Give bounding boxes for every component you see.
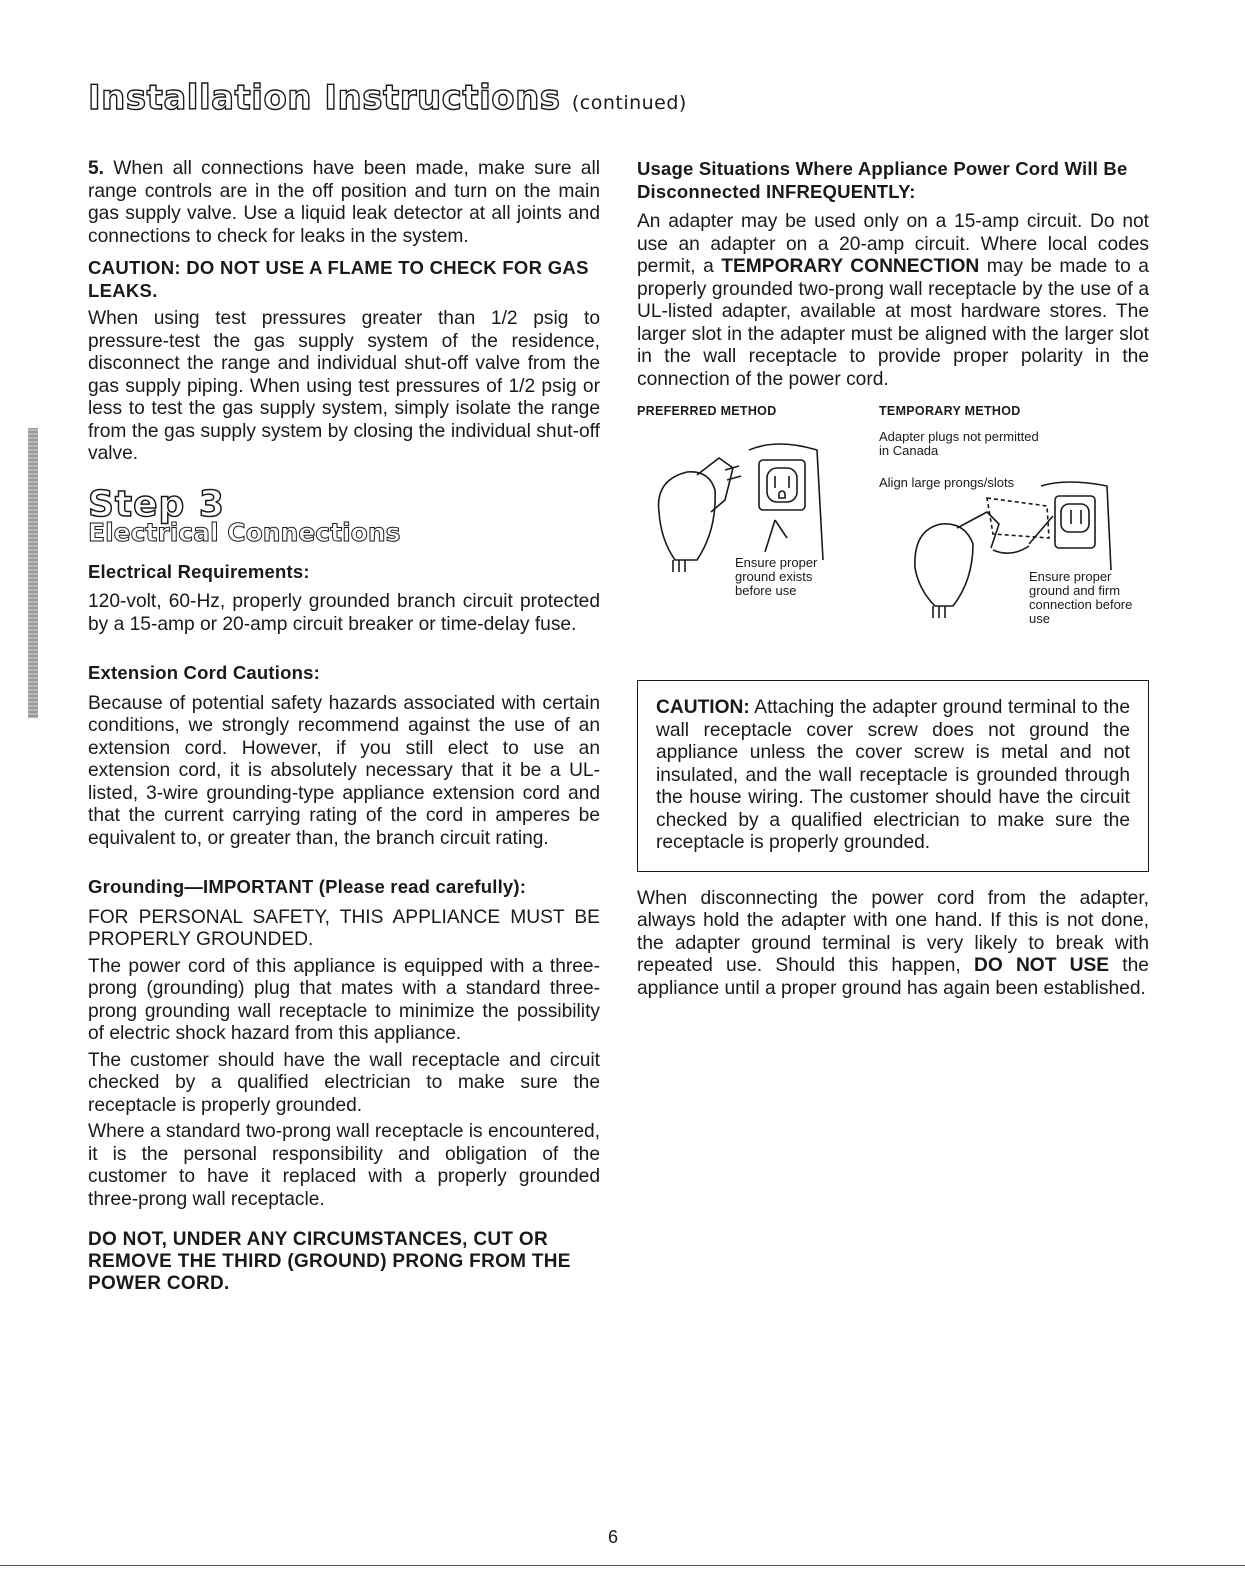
step-label: Step 3 [88,483,225,525]
temporary-method-note: Ensure proper ground and firm connection before use [1029,569,1133,626]
disconnect-text-1: When disconnecting the power cord from the adapter, always hold the adapter with one hand. If this is not done, the adapter ground terminal is very likely to break with repeated use. Should this happen, [637,887,1149,976]
preferred-method-note: Ensure proper ground exists before use [735,555,818,598]
right-column [637,158,1149,1009]
canada-note: Adapter plugs not permitted in Canada [879,429,1039,458]
disconnect-text-2: the appliance until a proper ground has again been established. [637,955,1149,999]
adapter-caution-text: Attaching the adapter ground terminal to the wall receptacle cover screw does not ground the appliance unless the cover screw is metal and not insulated, and the wall receptacle is grounded through the house wiring. The customer should have the circuit checked by a qualified electrician to make sure the receptacle is properly grounded. [656,697,1130,853]
adapter-caution-lead: CAUTION: [656,697,750,718]
do-not-use-emphasis: DO NOT USE [973,955,1110,976]
temporary-connection-emphasis: TEMPORARY CONNECTION [721,256,980,277]
grounding-methods-figure [637,400,1149,680]
gas-leak-caution: CAUTION: DO NOT USE A FLAME TO CHECK FOR GAS LEAKS. [88,257,589,301]
bottom-rule [0,1565,1245,1566]
step-5-paragraph [88,158,600,248]
page-number: 6 [608,1527,619,1547]
step-5-number: 5. [88,158,105,179]
align-prongs-note: Align large prongs/slots [879,475,1015,490]
grounding-paragraph-1: The power cord of this appliance is equipped with a three-prong (grounding) plug that mates with a standard three-prong grounding wall receptacle to minimize the possibility of electric shock hazard from this appliance. [88,955,600,1044]
adapter-usage-text-1: An adapter may be used only on a 15-amp circuit. Do not use an adapter on a 20-amp circuit. Where local codes permit, a [637,211,1149,277]
temporary-plug [915,524,973,606]
test-pressure-paragraph: When using test pressures greater than 1/2 psig to pressure-test the gas supply system of the residence, disconnect the range and individual shut-off valve from the gas supply piping. When using test pressures of 1/2 psig or less to test the gas supply system, simply isolate the range from the gas supply system by closing the individual shut-off valve. [88,308,600,464]
grounding-paragraph-3: Where a standard two-prong wall receptacle is encountered, it is the personal responsibility and obligation of the customer to have it replaced with a properly grounded three-prong wall receptacle. [88,1121,600,1210]
adapter-usage-paragraph [637,211,1149,391]
electrical-requirements-text: 120-volt, 60-Hz, properly grounded branch circuit protected by a 15-amp or 20-amp circuit breaker or time-delay fuse. [88,591,600,635]
step-5-text: When all connections have been made, make sure all range controls are in the off position and turn on the main gas supply valve. Use a liquid leak detector at all joints and connections to check for leaks in the system. [88,158,600,247]
extension-cord-text: Because of potential safety hazards associated with certain conditions, we strongly recommend against the use of an extension cord. However, if you still elect to use an extension cord, it is absolutely necessary that it be a UL-listed, 3-wire grounding-type appliance extension cord and that the current carrying rating of the cord in amperes be equivalent to, or greater than, the branch circuit rating. [88,692,600,849]
section-title: Electrical Connections [88,518,401,547]
grounding-heading: Grounding—IMPORTANT (Please read carefully): [88,876,527,897]
grounding-safety-statement: FOR PERSONAL SAFETY, THIS APPLIANCE MUST BE PROPERLY GROUNDED. [88,906,600,950]
page-title [88,78,687,118]
extension-cord-heading: Extension Cord Cautions: [88,662,320,683]
scan-edge-artifact [28,428,38,718]
disconnect-paragraph [637,888,1149,1001]
adapter-usage-text-2: may be made to a properly grounded two-prong wall receptacle by the use of a UL-listed adapter, available at most hardware stores. The larger slot in the adapter must be aligned with the larger slot in the wall receptacle to provide proper polarity in the connection of the power cord. [637,256,1149,390]
electrical-requirements-heading: Electrical Requirements: [88,560,310,582]
grounding-paragraph-2: The customer should have the wall receptacle and circuit checked by a qualified electrician to make sure the receptacle is properly grounded. [88,1049,600,1116]
plug-illustration [637,420,1149,680]
temporary-method-label: TEMPORARY METHOD [879,404,1021,418]
adapter-caution-box [637,680,1149,872]
page-title-subtitle: (continued) [571,92,687,114]
usage-situations-heading: Usage Situations Where Appliance Power Cord Will Be Disconnected INFREQUENTLY: [637,158,1128,202]
page-title-main: Installation Instructions [88,78,561,118]
preferred-method-label: PREFERRED METHOD [637,404,777,418]
left-column [88,158,600,1295]
three-prong-plug [659,472,716,560]
ground-prong-warning: DO NOT, UNDER ANY CIRCUMSTANCES, CUT OR REMOVE THE THIRD (GROUND) PRONG FROM THE POWER CORD. [88,1229,571,1294]
